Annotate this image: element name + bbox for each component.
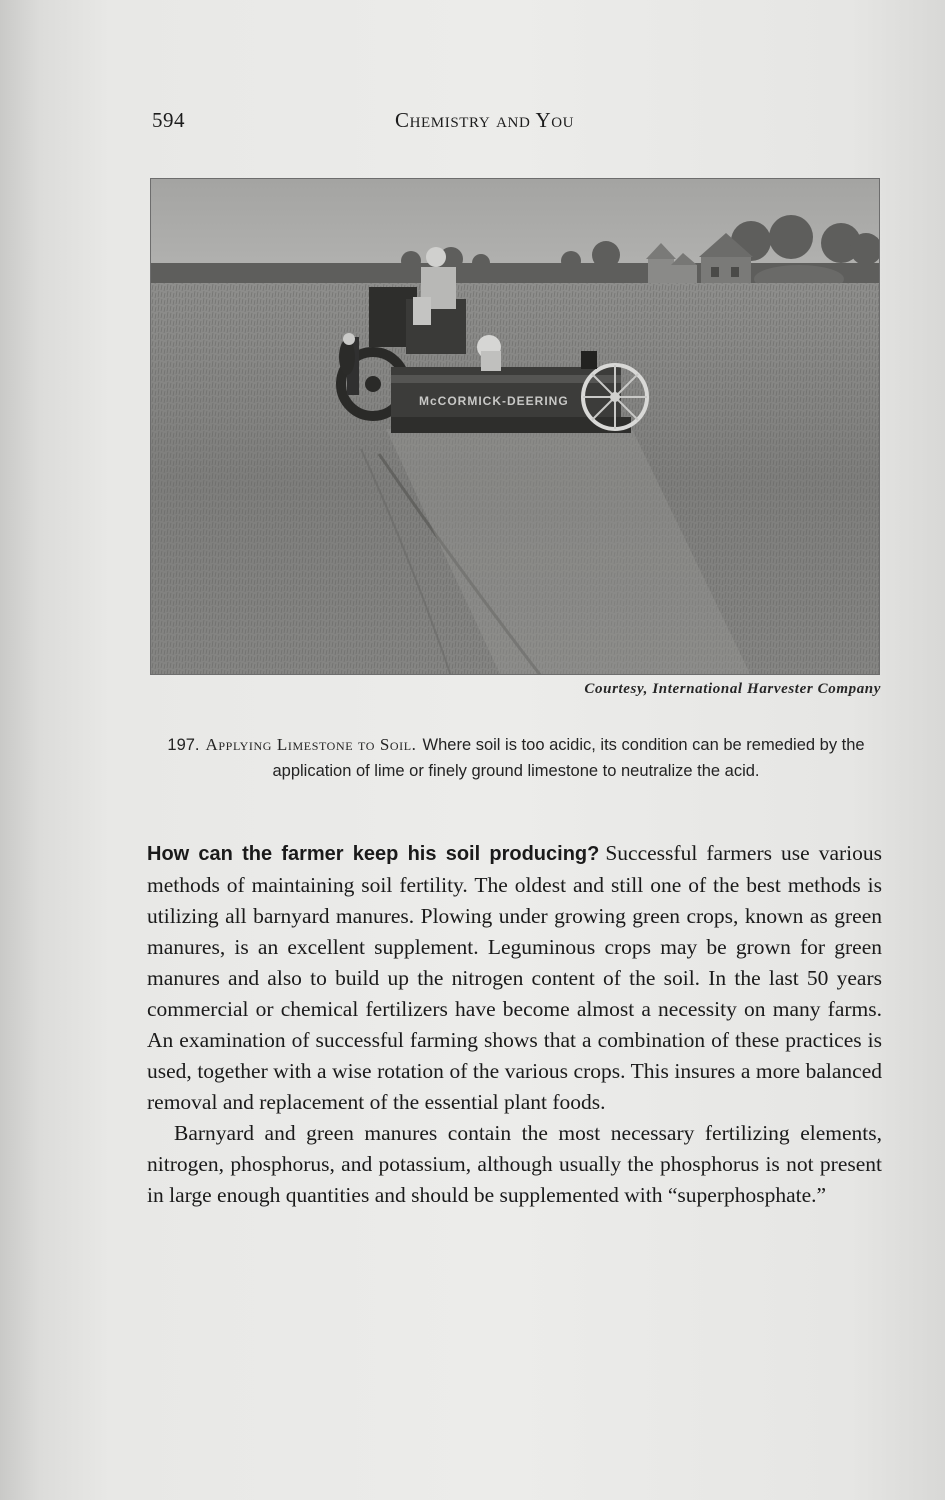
caption-text: Where soil is too acidic, its condition can be remedied by the application of lime or finely ground limestone to neutralize the acid. (272, 736, 865, 780)
running-title: Chemistry and You (395, 108, 575, 132)
page-number: 594 (152, 108, 185, 132)
paragraph-1-text: Successful farmers use various methods of maintaining soil fertility. The oldest and still one of the best methods is utilizing all barnyard manures. Plowing under growing green crops, known as green manures, is an excellent supplement. Leguminous crops may be grown for green manures and also to build up the nitrogen content of the soil. In the last 50 years commercial or chemical fertilizers have become almost a necessity on many farms. An examination of successful farming shows that a combination of these practices is used, together with a wise rotation of the various crops. This insures a more balanced removal and replacement of the essential plant foods. (147, 841, 882, 1114)
lead-question: How can the farmer keep his soil producing? (147, 843, 600, 865)
caption-title: Applying Limestone to Soil. (205, 735, 417, 754)
body-text (147, 838, 882, 1211)
spreader-lettering: McCORMICK-DEERING (419, 394, 569, 408)
photo-credit: Courtesy, International Harvester Company (584, 681, 881, 697)
figure-caption (148, 732, 884, 784)
paragraph-1 (147, 838, 882, 1118)
caption-number: 197. (167, 736, 200, 754)
figure-photo (150, 178, 880, 675)
tractor-spreading-limestone-photo (151, 179, 880, 675)
paragraph-2: Barnyard and green manures contain the most necessary fertilizing elements, nitrogen, phosphorus, and potassium, although usually the phosphorus is not present in large enough quantities and should be supplemented with “superphosphate.” (147, 1121, 882, 1207)
